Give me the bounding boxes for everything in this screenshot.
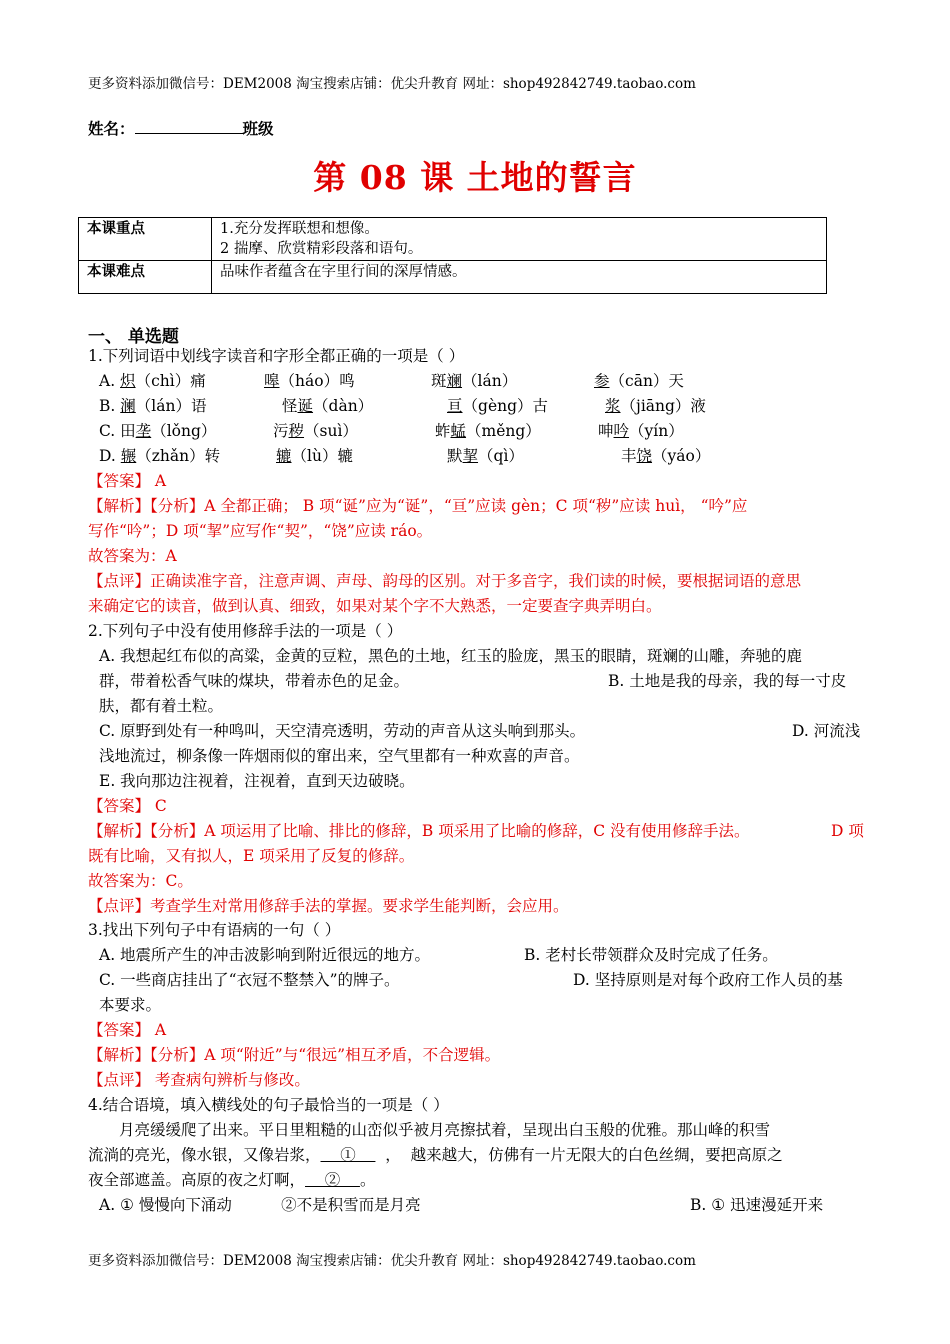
q1-option-a-word2: 嗥（háo）鸣 <box>264 372 355 390</box>
q1-analysis-cont: 写作“吟”；D 项“挈”应写作“契”，“饶”应读 ráo。 <box>88 522 433 540</box>
q2-option-b: B. 土地是我的母亲，我的每一寸皮 <box>608 672 847 690</box>
q2-option-b-cont: 肤，都有着土粒。 <box>99 697 224 715</box>
key-point-label: 本课重点 <box>79 218 212 261</box>
q3-analysis: 【解析】【分析】A 项“附近”与“很远”相互矛盾，不合逻辑。 <box>88 1046 501 1064</box>
name-blank[interactable] <box>135 118 243 134</box>
page-header: 更多资料添加微信号：DEM2008 淘宝搜索店铺：优尖升教育 网址：shop492842749.taobao.com <box>88 76 696 92</box>
q1-option-d-word4: 丰饶（yáo） <box>621 447 711 465</box>
difficulty-line: 品味作者蕴含在字里行间的深厚情感。 <box>220 264 467 280</box>
key-points-row <box>79 218 827 261</box>
q1-stem: 1.下列词语中划线字读音和字形全都正确的一项是（ ） <box>88 347 465 365</box>
q2-stem: 2.下列句子中没有使用修辞手法的一项是（ ） <box>88 622 403 640</box>
q1-comment-cont: 来确定它的读音，做到认真、细致，如果对某个字不大熟悉，一定要查字典弄明白。 <box>88 597 662 615</box>
key-point-content <box>212 218 827 261</box>
q2-conclusion: 故答案为：C。 <box>88 872 193 890</box>
section-heading: 一、 单选题 <box>88 327 179 347</box>
difficulty-label: 本课难点 <box>79 261 212 294</box>
q4-blank-1[interactable]: ① <box>320 1146 376 1164</box>
q1-option-b-word4: 浆（jiāng）液 <box>605 397 706 415</box>
q1-option-b-word2: 怪诞（dàn） <box>282 397 374 415</box>
q1-conclusion: 故答案为：A <box>88 547 177 565</box>
q3-comment: 【点评】 考查病句辨析与修改。 <box>88 1071 310 1089</box>
q4-stem: 4.结合语境，填入横线处的句子最恰当的一项是（ ） <box>88 1096 449 1114</box>
difficulty-row <box>79 261 827 294</box>
q4-blank-2[interactable]: ② <box>305 1171 360 1189</box>
name-label: 姓名： <box>88 119 135 138</box>
q1-option-a-word4: 参（cān）天 <box>594 372 684 390</box>
q1-option-d: D. 辗（zhǎn）转 <box>99 447 221 465</box>
q4-option-b: B. ① 迅速漫延开来 <box>690 1196 824 1214</box>
class-label: 班级 <box>242 119 274 138</box>
q3-option-b: B. 老村长带领群众及时完成了任务。 <box>524 946 778 964</box>
q2-analysis-d: D 项 <box>831 822 864 840</box>
q2-analysis-cont: 既有比喻，又有拟人，E 项采用了反复的修辞。 <box>88 847 415 865</box>
q2-option-c: C. 原野到处有一种鸣叫，天空清亮透明，劳动的声音从这头响到那头。 <box>99 722 586 740</box>
q1-option-d-word3: 默挈（qì） <box>447 447 524 465</box>
difficulty-content <box>212 261 827 294</box>
q1-answer: 【答案】 A <box>88 472 167 490</box>
q3-option-c: C. 一些商店挂出了“衣冠不整禁入”的牌子。 <box>99 971 400 989</box>
q3-option-d-cont: 本要求。 <box>99 996 162 1014</box>
page-footer: 更多资料添加微信号：DEM2008 淘宝搜索店铺：优尖升教育 网址：shop492842749.taobao.com <box>88 1253 696 1269</box>
q4-passage-end: 夜全部遮盖。高原的夜之灯啊， ② 。 <box>88 1171 376 1189</box>
q4-option-a: A. ① 慢慢向下涌动 ②不是积雪而是月亮 <box>99 1196 421 1214</box>
q1-option-a: A. 炽（chì）痛 <box>99 372 206 390</box>
q2-option-e: E. 我向那边注视着，注视着，直到天边破晓。 <box>99 772 415 790</box>
q1-option-a-word3: 斑斓（lán） <box>431 372 518 390</box>
q3-stem: 3.找出下列句子中有语病的一句（ ） <box>88 921 341 939</box>
q2-comment: 【点评】考查学生对常用修辞手法的掌握。要求学生能判断，会应用。 <box>88 897 569 915</box>
q1-option-c-word4: 呻吟（yín） <box>598 422 684 440</box>
q2-option-d: D. 河流浅 <box>792 722 861 740</box>
q2-option-d-cont: 浅地流过，柳条像一阵烟雨似的窜出来，空气里都有一种欢喜的声音。 <box>99 747 580 765</box>
q4-passage-cont: 流淌的亮光，像水银，又像岩浆， ① ， 越来越大，仿佛有一片无限大的白色丝绸，要把高原之 <box>88 1146 783 1164</box>
q2-analysis: 【解析】【分析】A 项运用了比喻、排比的修辞，B 项采用了比喻的修辞，C 没有使用修辞手法。 <box>88 822 750 840</box>
q1-option-b: B. 澜（lán）语 <box>99 397 207 415</box>
q1-option-c-word3: 蚱蜢（měng） <box>435 422 541 440</box>
q2-option-a-cont: 群，带着松香气味的煤块，带着赤色的足金。 <box>99 672 410 690</box>
q3-answer: 【答案】 A <box>88 1021 167 1039</box>
q3-option-d: D. 坚持原则是对每个政府工作人员的基 <box>573 971 843 989</box>
q4-passage: 月亮缓缓爬了出来。平日里粗糙的山峦似乎被月亮擦拭着，呈现出白玉般的优雅。那山峰的积雪 <box>119 1121 771 1139</box>
q1-analysis: 【解析】【分析】A 全都正确； B 项“诞”应为“诞”，“亘”应读 gèn；C 项“秽”应读 huì， “吟”应 <box>88 497 748 515</box>
name-class-line <box>88 117 274 139</box>
q1-option-b-word3: 亘（gèng）古 <box>447 397 549 415</box>
q1-comment: 【点评】正确读准字音，注意声调、声母、韵母的区别。对于多音字，我们读的时候，要根据词语的意思 <box>88 572 802 590</box>
key-point-line: 2 揣摩、欣赏精彩段落和语句。 <box>220 241 423 257</box>
q2-answer: 【答案】 C <box>88 797 167 815</box>
q1-option-c-word2: 污秽（suì） <box>273 422 358 440</box>
page-title: 第 08 课 土地的誓言 <box>313 158 637 197</box>
q2-option-a: A. 我想起红布似的高粱，金黄的豆粒，黑色的土地，红玉的脸庞，黑玉的眼睛，斑斓的山雕，奔驰的鹿 <box>99 647 803 665</box>
q1-option-c: C. 田垄（lǒng） <box>99 422 217 440</box>
q1-option-d-word2: 辘（lù）辘 <box>276 447 353 465</box>
key-point-line: 1.充分发挥联想和想像。 <box>220 221 379 237</box>
key-points-table <box>78 217 827 294</box>
q3-option-a: A. 地震所产生的冲击波影响到附近很远的地方。 <box>99 946 431 964</box>
